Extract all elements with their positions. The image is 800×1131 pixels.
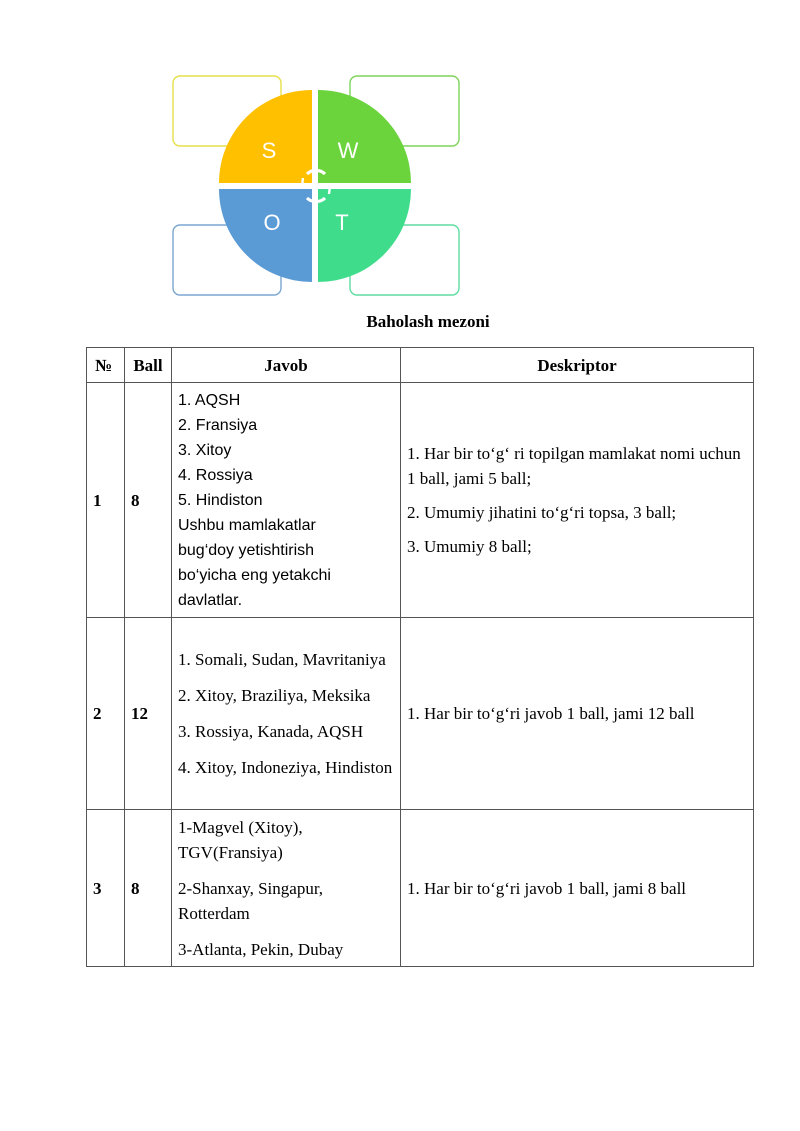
swot-letter-o: O xyxy=(263,210,281,235)
answer-line: 1. Somali, Sudan, Mavritaniya xyxy=(178,650,386,669)
row-number: 2 xyxy=(87,618,125,810)
table-caption: Baholash mezoni xyxy=(366,312,490,331)
answer-line: davlatlar. xyxy=(178,591,243,609)
answer-line: 4. Rossiya xyxy=(178,466,253,484)
row-descriptor xyxy=(401,618,754,810)
descriptor-line: 1. Har bir to‘g‘ ri topilgan mamlakat nomi uchun 1 ball, jami 5 ball; xyxy=(407,444,741,488)
header-ball: Ball xyxy=(125,348,172,383)
row-descriptor xyxy=(401,383,754,618)
table-header-row xyxy=(87,348,754,383)
swot-letter-s: S xyxy=(261,138,277,163)
row-number: 3 xyxy=(87,810,125,967)
descriptor-line: 3. Umumiy 8 ball; xyxy=(407,537,532,556)
answer-line: 1. AQSH xyxy=(178,391,241,409)
answer-line: 1-Magvel (Xitoy), TGV(Fransiya) xyxy=(178,817,303,862)
descriptor-line: 1. Har bir to‘g‘ri javob 1 ball, jami 12 ball xyxy=(407,704,695,723)
answer-line: 5. Hindiston xyxy=(178,491,263,509)
row-answer xyxy=(172,810,401,967)
answer-line: bug‘doy yetishtirish xyxy=(178,541,315,559)
header-javob: Javob xyxy=(172,348,401,383)
row-answer xyxy=(172,618,401,810)
answer-line: 4. Xitoy, Indoneziya, Hindiston xyxy=(178,758,393,777)
answer-line: 2. Xitoy, Braziliya, Meksika xyxy=(178,686,371,705)
header-number: № xyxy=(87,348,125,383)
answer-line: 2. Fransiya xyxy=(178,416,258,434)
swot-letter-w: W xyxy=(337,138,359,163)
row-number: 1 xyxy=(87,383,125,618)
swot-letter-t: T xyxy=(335,210,349,235)
table-row xyxy=(87,383,754,618)
answer-line: bo‘yicha eng yetakchi xyxy=(178,566,331,584)
header-deskriptor: Deskriptor xyxy=(401,348,754,383)
row-descriptor xyxy=(401,810,754,967)
descriptor-line: 1. Har bir to‘g‘ri javob 1 ball, jami 8 ball xyxy=(407,878,687,898)
answer-line: Ushbu mamlakatlar xyxy=(178,516,316,534)
answer-line: 2-Shanxay, Singapur, Rotterdam xyxy=(178,878,324,923)
row-ball: 12 xyxy=(125,618,172,810)
descriptor-line: 2. Umumiy jihatini to‘g‘ri topsa, 3 ball; xyxy=(407,503,677,522)
assessment-table xyxy=(86,347,754,967)
swot-diagram xyxy=(165,70,465,302)
row-ball: 8 xyxy=(125,810,172,967)
row-answer xyxy=(172,383,401,618)
answer-line: 3. Rossiya, Kanada, AQSH xyxy=(178,722,364,741)
answer-line: 3-Atlanta, Pekin, Dubay xyxy=(178,939,344,959)
table-row xyxy=(87,810,754,967)
row-ball: 8 xyxy=(125,383,172,618)
table-row xyxy=(87,618,754,810)
answer-line: 3. Xitoy xyxy=(178,441,232,459)
